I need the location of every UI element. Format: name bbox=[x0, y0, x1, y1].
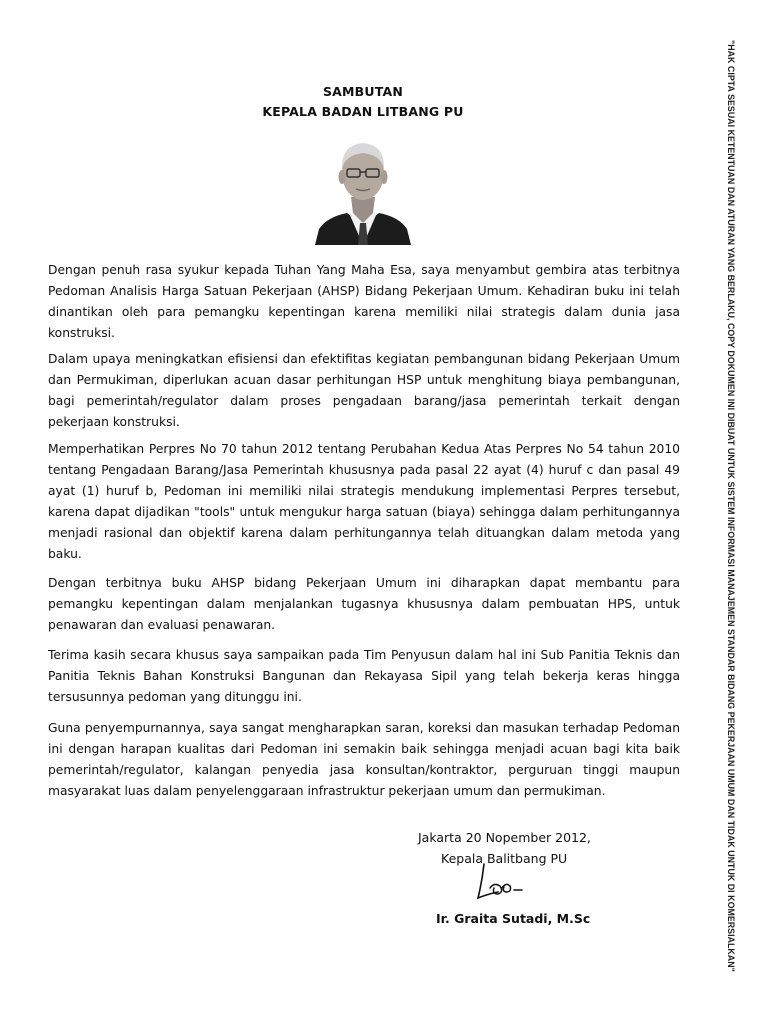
paragraph: Guna penyempurnannya, saya sangat mengharapkan saran, koreksi dan masukan terhadap Pedoman ini dengan harapan kualitas dari Pedoman ini semakin baik sehingga menjadi acuan bagi kita baik pemerintah/regulator, kalangan penyedia jasa konsultan/kontraktor, perguruan tinggi maupun masyarakat luas dalam penyelenggaraan infrastruktur pekerjaan umum dan permukiman. bbox=[48, 721, 680, 798]
signature-position: Kepala Balitbang PU bbox=[441, 851, 568, 866]
page-subtitle: KEPALA BADAN LITBANG PU bbox=[262, 104, 464, 119]
copyright-side-note: "HAK CIPTA SESUAI KETENTUAN DAN ATURAN YANG BERLAKU, COPY DOKUMEN INI DIBUAT UNTUK SISTEM INFORMASI MANAJEMEN STANDAR BIDANG PEKERJAAN UMUM DAN TIDAK UNTUK DI KOMERSIALKAN" bbox=[726, 40, 736, 972]
page-title: SAMBUTAN bbox=[322, 84, 404, 99]
handwritten-signature bbox=[470, 858, 530, 908]
portrait-photo bbox=[313, 133, 413, 245]
signature-place-date: Jakarta 20 Nopember 2012, bbox=[418, 830, 591, 845]
signatory-name: Ir. Graita Sutadi, M.Sc bbox=[436, 911, 591, 926]
paragraph: Dalam upaya meningkatkan efisiensi dan efektifitas kegiatan pembangunan bidang Pekerjaan Umum dan Permukiman, diperlukan acuan dasar perhitungan HSP untuk menghitung biaya pembangunan, bagi pemerintah/regulator dalam proses pengadaan barang/jasa pemerintah terkait dengan pekerjaan konstruksi. bbox=[48, 352, 680, 429]
paragraph: Terima kasih secara khusus saya sampaikan pada Tim Penyusun dalam hal ini Sub Panitia Teknis dan Panitia Teknis Bahan Konstruksi Bangunan dan Rekayasa Sipil yang telah bekerja keras hingga tersusunnya pedoman yang ditunggu ini. bbox=[48, 648, 680, 704]
paragraph: Dengan terbitnya buku AHSP bidang Pekerjaan Umum ini diharapkan dapat membantu para pemangku kepentingan dalam menjalankan tugasnya khususnya dalam pembuatan HPS, untuk penawaran dan evaluasi penawaran. bbox=[48, 576, 680, 632]
paragraph: Dengan penuh rasa syukur kepada Tuhan Yang Maha Esa, saya menyambut gembira atas terbitnya Pedoman Analisis Harga Satuan Pekerjaan (AHSP) Bidang Pekerjaan Umum. Kehadiran buku ini telah dinantikan oleh para pemangku kepentingan karena memiliki nilai strategis dalam dunia jasa konstruksi. bbox=[48, 263, 680, 340]
paragraph: Memperhatikan Perpres No 70 tahun 2012 tentang Perubahan Kedua Atas Perpres No 54 tahun 2010 tentang Pengadaan Barang/Jasa Pemerintah khususnya pada pasal 22 ayat (4) huruf c dan pasal 49 ayat (1) huruf b, Pedoman ini memiliki nilai strategis mendukung implementasi Perpres tersebut, karena dapat dijadikan "tools" untuk mengukur harga satuan (biaya) sehingga dalam perhitungannya menjadi rasional dan objektif karena dalam perhitungannya telah dituangkan dalam metoda yang baku. bbox=[48, 442, 680, 561]
